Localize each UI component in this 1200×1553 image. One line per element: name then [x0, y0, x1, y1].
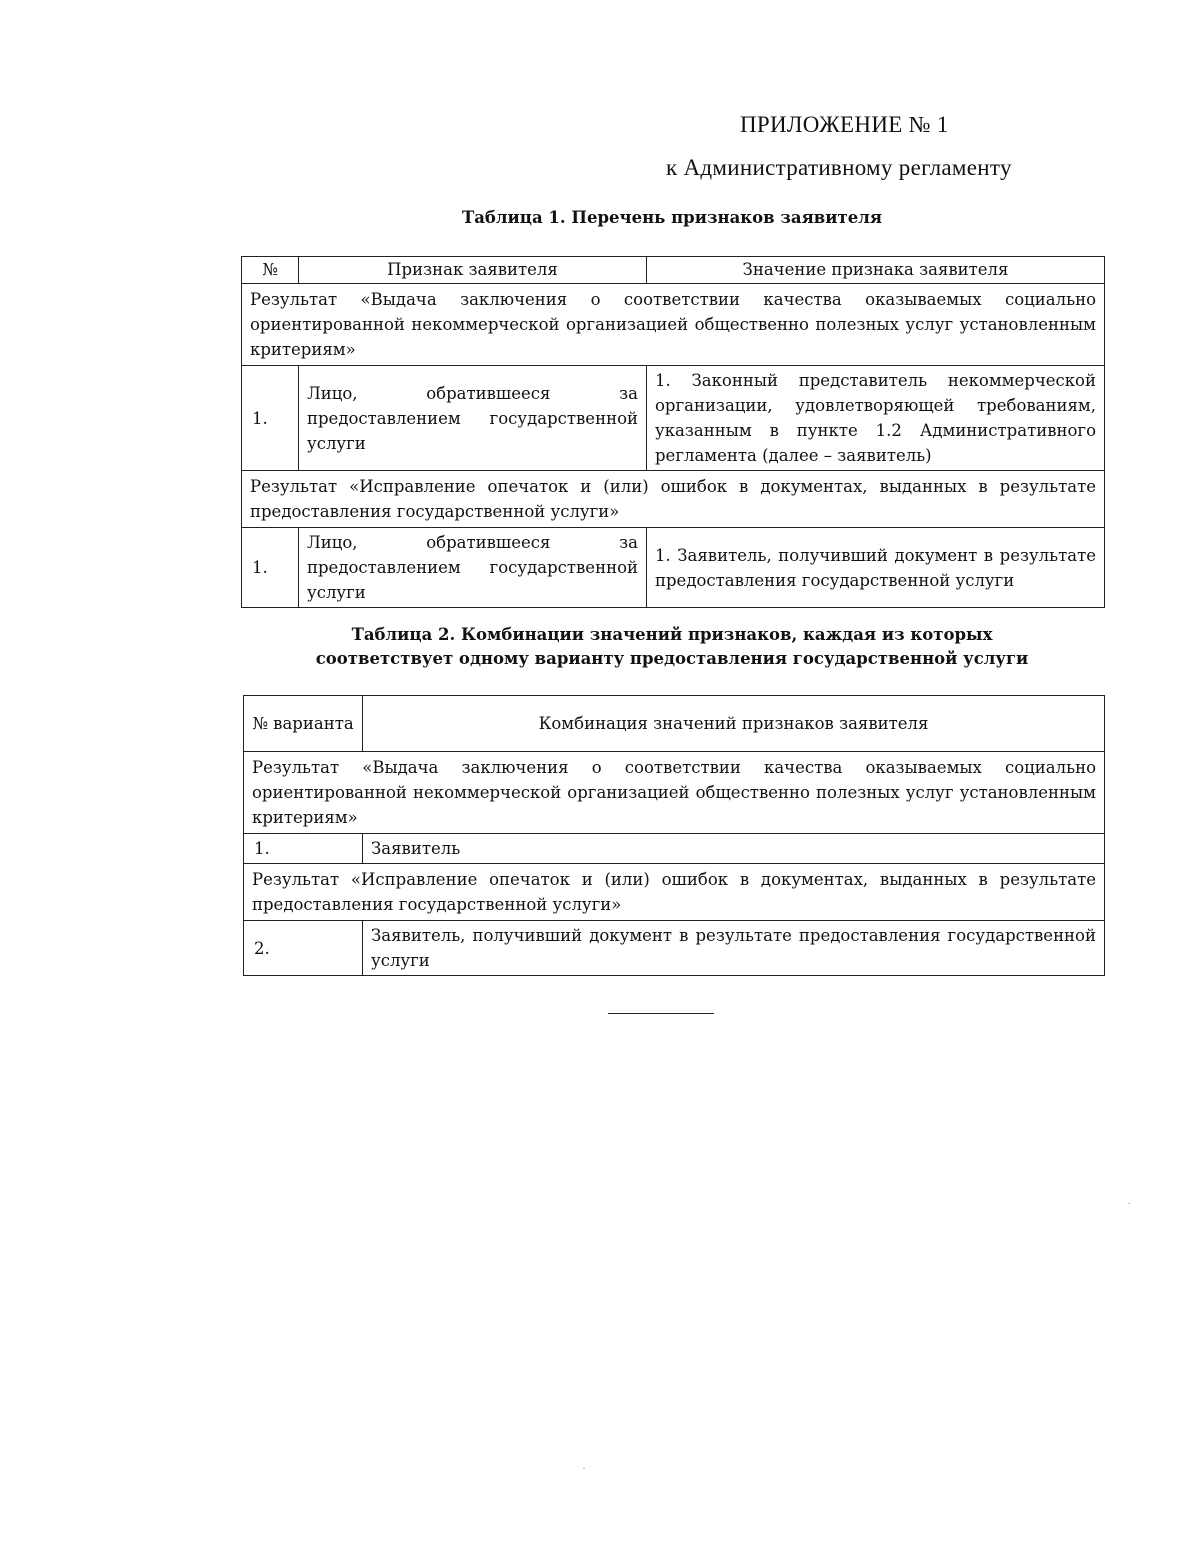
table1-row-value: 1. Законный представитель некоммерческой организации, удовлетворяющей требованиям, указанным в пункте 1.2 Административного регламента (далее – заявитель) — [647, 366, 1105, 471]
table1-applicant-attributes — [241, 256, 1105, 608]
table1-row-attribute: Лицо, обратившееся за предоставлением государственной услуги — [299, 528, 647, 608]
table2-header-row — [244, 696, 1105, 752]
table2-col-variant: № варианта — [244, 696, 363, 752]
table1-col-attribute: Признак заявителя — [299, 257, 647, 284]
table2-col-combination: Комбинация значений признаков заявителя — [363, 696, 1105, 752]
table1-row-attribute: Лицо, обратившееся за предоставлением государственной услуги — [299, 366, 647, 471]
table2-row-number: 2. — [244, 921, 363, 976]
table1-result-1: Результат «Выдача заключения о соответствии качества оказываемых социально ориентированной некоммерческой организацией общественно полезных услуг установленным критериям» — [242, 284, 1105, 366]
table1-section-row — [242, 284, 1105, 366]
appendix-title: ПРИЛОЖЕНИЕ № 1 — [740, 112, 949, 137]
table1-row-number: 1. — [242, 528, 299, 608]
table-row — [244, 921, 1105, 976]
table1-section-row — [242, 471, 1105, 528]
table2-row-number: 1. — [244, 834, 363, 864]
scan-speck — [583, 1468, 585, 1469]
table2-value-combinations — [243, 695, 1105, 976]
table1-col-value: Значение признака заявителя — [647, 257, 1105, 284]
table1-col-number: № — [242, 257, 299, 284]
table2-result-2: Результат «Исправление опечаток и (или) ошибок в документах, выданных в результате предоставления государственной услуги» — [244, 864, 1105, 921]
table1-result-2: Результат «Исправление опечаток и (или) ошибок в документах, выданных в результате предоставления государственной услуги» — [242, 471, 1105, 528]
table2-section-row — [244, 752, 1105, 834]
table2-section-row — [244, 864, 1105, 921]
table2-caption-line2: соответствует одному варианту предоставления государственной услуги — [315, 649, 1029, 668]
table-row — [242, 366, 1105, 471]
table2-row-combination: Заявитель, получивший документ в результате предоставления государственной услуги — [363, 921, 1105, 976]
table-row — [242, 528, 1105, 608]
table1-row-value: 1. Заявитель, получивший документ в результате предоставления государственной услуги — [647, 528, 1105, 608]
table2-row-combination: Заявитель — [363, 834, 1105, 864]
scan-speck — [1128, 1203, 1130, 1204]
table1-header-row — [242, 257, 1105, 284]
table1-row-number: 1. — [242, 366, 299, 471]
table-row — [244, 834, 1105, 864]
table2-result-1: Результат «Выдача заключения о соответствии качества оказываемых социально ориентированной некоммерческой организацией общественно полезных услуг установленным критериям» — [244, 752, 1105, 834]
appendix-subtitle: к Административному регламенту — [666, 155, 1012, 180]
end-separator-line — [608, 1013, 714, 1014]
table2-caption-line1: Таблица 2. Комбинации значений признаков, каждая из которых — [351, 625, 993, 644]
table1-caption: Таблица 1. Перечень признаков заявителя — [461, 208, 883, 227]
table2-caption — [240, 623, 1104, 671]
